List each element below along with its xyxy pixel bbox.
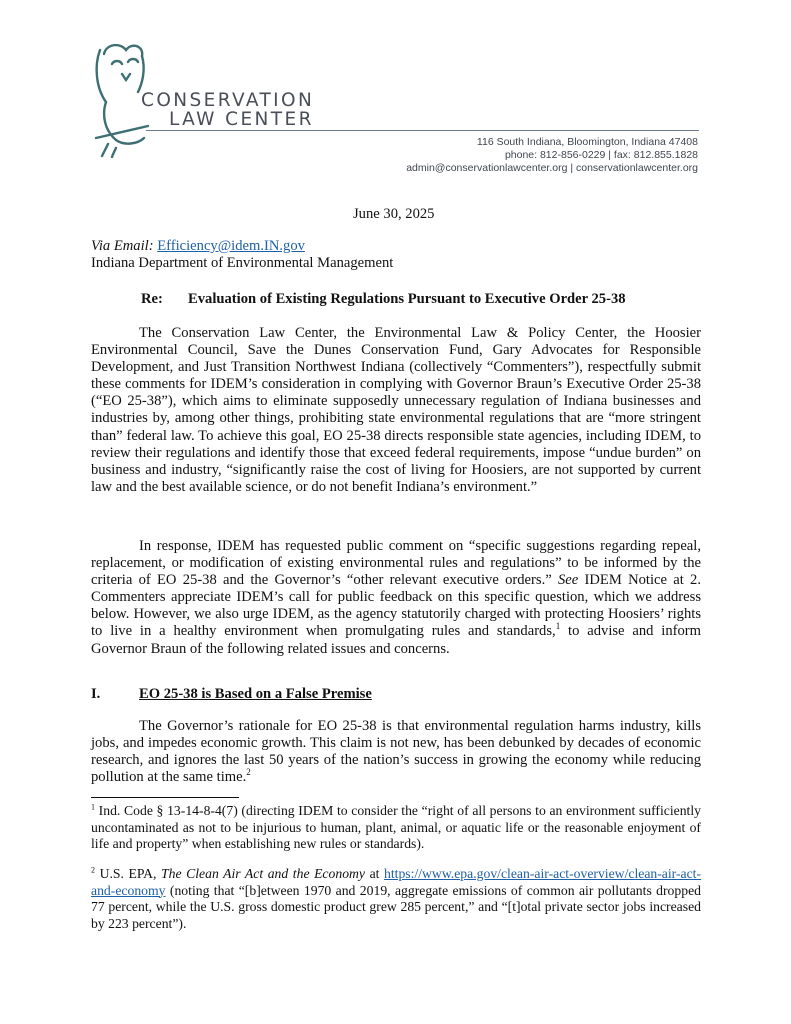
paragraph-3 <box>91 718 701 786</box>
footnote-2-text: (noting that “[b]etween 1970 and 2019, aggregate emissions of common air pollutants dropped 77 percent, while the U.S. gross domestic product grew 285 percent,” and “[t]otal private sector jobs increased by 223 percent”). <box>91 882 702 931</box>
paragraph-2-part-c: to advise and inform Governor Braun of the following related issues and concerns. <box>91 623 702 657</box>
section-number: I. <box>91 686 101 702</box>
re-subject: Evaluation of Existing Regulations Pursuant to Executive Order 25-38 <box>188 291 626 307</box>
footnote-2-at: at <box>369 866 380 881</box>
paragraph-1: The Conservation Law Center, the Environmental Law & Policy Center, the Hoosier Environmental Council, Save the Dunes Conservation Fund, Gary Advocates for Responsible Development, and Just Transition Northwest Indiana (collectively “Commenters”), respectfully submit these comments for IDEM’s consideration in complying with Governor Braun’s Executive Order 25-38 (“EO 25-38”), which aims to eliminate supposedly unnecessary regulation of Indiana businesses and industries by, among other things, prohibiting state environmental regulations that are “more stringent than” federal law. To achieve this goal, EO 25-38 directs responsible state agencies, including IDEM, to review their regulations and identify those that exceed federal requirements, impose “undue burden” on business and industry, “significantly raise the cost of living for Hoosiers, are not supported by current law and the best available science, or do not benefit Indiana’s environment.” <box>91 325 701 495</box>
footnote-2 <box>91 866 701 932</box>
org-email-web: admin@conservationlawcenter.org | conservationlawcenter.org <box>406 162 698 174</box>
org-name-line2: LAW CENTER <box>169 109 314 130</box>
recipient-department: Indiana Department of Environmental Management <box>91 255 394 271</box>
paragraph-2-part-b: IDEM Notice at 2. Commenters appreciate IDEM’s call for public feedback on this specific question, which we address below. However, we also urge IDEM, as the agency statutorily charged with protecting Hoosiers’ rights to live in a healthy environment when promulgating rules and standards, <box>91 572 701 640</box>
footnote-2-source: U.S. EPA, <box>99 866 157 881</box>
footnote-1 <box>91 803 701 853</box>
via-email-line <box>91 238 305 255</box>
footnote-divider <box>91 797 239 798</box>
see-signal: See <box>557 572 579 589</box>
org-address: 116 South Indiana, Bloomington, Indiana 47408 <box>476 136 698 148</box>
paragraph-2 <box>91 538 701 658</box>
letter-date: June 30, 2025 <box>353 206 435 222</box>
re-line <box>141 291 626 308</box>
section-title: EO 25-38 is Based on a False Premise <box>139 686 372 702</box>
org-phone-fax: phone: 812-856-0229 | fax: 812.855.1828 <box>504 149 698 161</box>
footnote-1-number: 1 <box>91 802 95 812</box>
footnote-1-text: Ind. Code § 13-14-8-4(7) (directing IDEM to consider the “right of all persons to an environment sufficiently uncontaminated as not to be injurious to human, plant, animal, or aquatic life or the reasonable enjoyment of life and property” when establishing new rules or standards). <box>91 803 701 852</box>
org-name-line1: CONSERVATION <box>141 90 315 111</box>
footnote-2-title: The Clean Air Act and the Economy <box>161 866 365 881</box>
footnote-ref-2[interactable]: 2 <box>246 767 251 778</box>
re-label: Re: <box>141 291 163 307</box>
paragraph-2-part-a: In response, IDEM has requested public comment on “specific suggestions regarding repeal, replacement, or modification of existing environmental rules and regulations” to be informed by the criteria of EO 25-38 and the Governor’s “other relevant executive orders.” <box>91 538 701 589</box>
footnote-2-number: 2 <box>91 865 95 875</box>
footnote-ref-1[interactable]: 1 <box>555 621 561 632</box>
recipient-email-link[interactable]: Efficiency@idem.IN.gov <box>157 238 305 254</box>
section-heading <box>91 686 372 703</box>
paragraph-3-text: The Governor’s rationale for EO 25-38 is that environmental regulation harms industry, kills jobs, and impedes economic growth. This claim is not new, has been debunked by decades of economic research, and ignores the last 50 years of the nation’s success in growing the economy while reducing pollution at the same time. <box>91 718 701 786</box>
via-email-label: Via Email: <box>91 238 154 254</box>
letterhead-divider <box>146 130 699 131</box>
footnote-2-url-link[interactable]: https://www.epa.gov/clean-air-act-overview/clean-air-act-and-economy <box>91 866 702 898</box>
